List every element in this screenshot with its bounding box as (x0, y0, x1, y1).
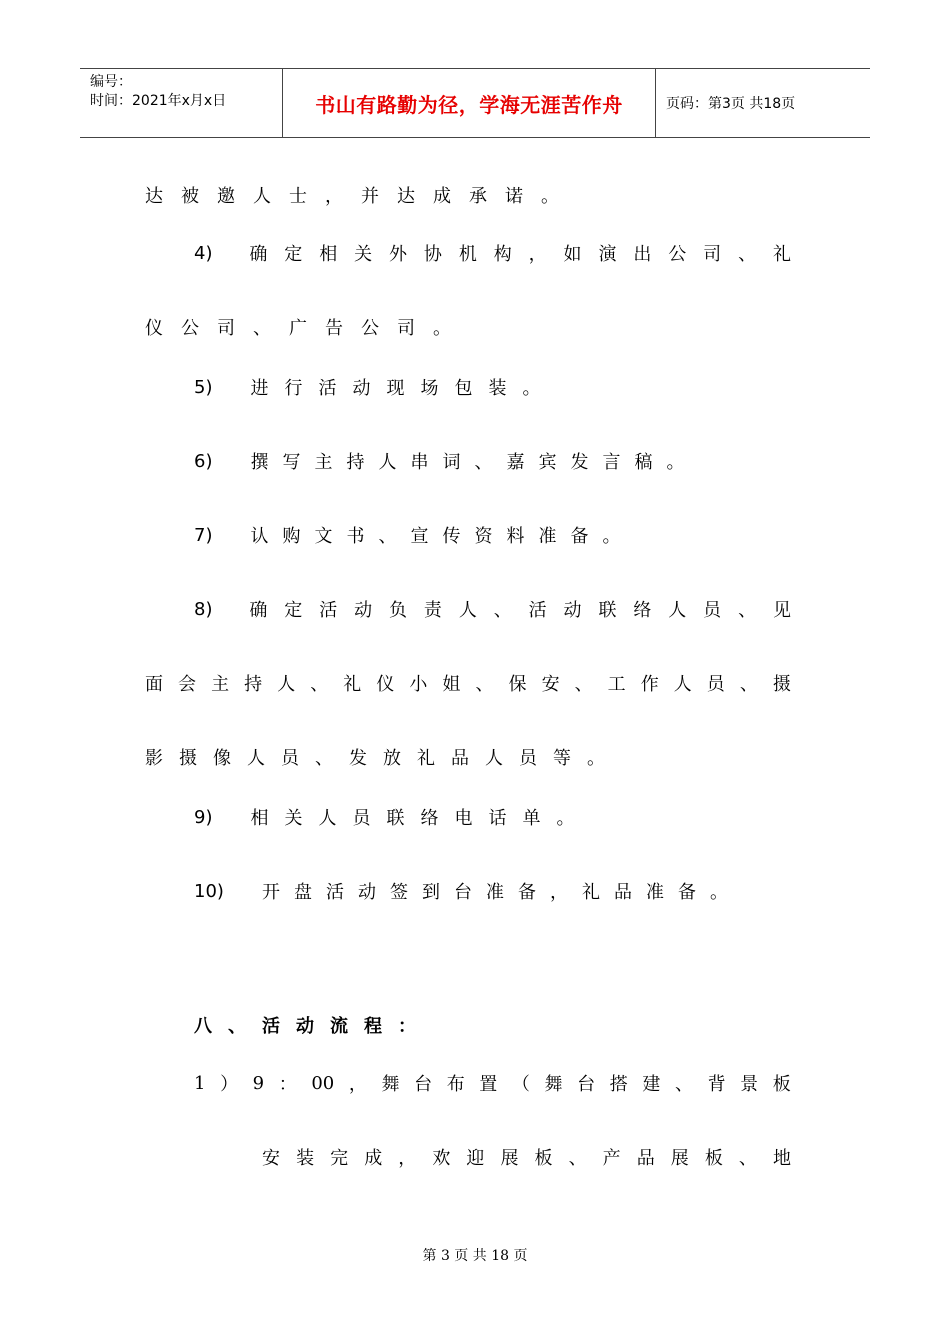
text-char: 活 (262, 1016, 280, 1037)
text-char: 传 (442, 526, 461, 547)
text-char: 持 (346, 452, 365, 473)
text-char: 板 (534, 1148, 553, 1169)
text-char: 员 (352, 808, 371, 829)
text-char: 摄 (772, 674, 791, 695)
text-char: 进 (250, 378, 269, 399)
text-char: 舞 (544, 1074, 563, 1095)
text-char: 板 (772, 1074, 791, 1095)
text-char: ： (398, 1016, 416, 1037)
text-char: 安 (262, 1148, 280, 1169)
text-char: 相 (319, 244, 338, 265)
text-char: 司 (217, 318, 235, 339)
text-line (194, 802, 791, 832)
text-char: 动 (357, 882, 376, 903)
text-char: 包 (454, 378, 473, 399)
text-char: 、 (378, 526, 397, 547)
text-char: 公 (668, 244, 687, 265)
text-char: 展 (670, 1148, 689, 1169)
text-char: 产 (602, 1148, 621, 1169)
text-char: 7) (194, 524, 213, 546)
text-char: 、 (475, 674, 494, 695)
text-char: 、 (493, 600, 512, 621)
text-char: ： (278, 1074, 297, 1095)
text-char: 。 (541, 186, 559, 207)
text-char: 广 (289, 318, 307, 339)
text-char: 6) (194, 450, 213, 472)
text-char: 、 (568, 1148, 587, 1169)
text-char: 、 (228, 1016, 246, 1037)
text-char: 备 (517, 882, 536, 903)
text-char: 安 (541, 674, 560, 695)
text-char: ， (398, 1148, 417, 1169)
text-char: 员 (281, 748, 299, 769)
text-char: 准 (485, 882, 504, 903)
text-char: 告 (325, 318, 343, 339)
text-char: 人 (247, 748, 265, 769)
text-char: ， (348, 1074, 367, 1095)
text-char: 人 (277, 674, 296, 695)
text-char: 稿 (634, 452, 653, 473)
text-char: 演 (598, 244, 617, 265)
text-char: 员 (706, 674, 725, 695)
text-char: 姐 (442, 674, 461, 695)
text-char: 。 (666, 452, 685, 473)
text-char: 关 (284, 808, 303, 829)
text-char: 人 (253, 186, 271, 207)
text-char: 人 (458, 600, 477, 621)
text-char: 4) (194, 242, 213, 264)
text-char: 司 (397, 318, 415, 339)
text-char: 并 (361, 186, 379, 207)
text-char: 、 (253, 318, 271, 339)
text-char: 板 (704, 1148, 723, 1169)
text-char: 络 (420, 808, 439, 829)
page-footer: 第 3 页 共 18 页 (422, 1248, 528, 1264)
text-char: 资 (474, 526, 493, 547)
text-char: 台 (414, 1074, 433, 1095)
page-header (80, 68, 870, 138)
text-char: 达 (397, 186, 415, 207)
text-char: 成 (364, 1148, 383, 1169)
text-char: 品 (451, 748, 469, 769)
header-motto: 书山有路勤为径，学海无涯苦作舟 (315, 92, 623, 117)
text-char: 相 (250, 808, 269, 829)
text-char: 准 (645, 882, 664, 903)
text-char: 员 (703, 600, 722, 621)
text-char: 持 (244, 674, 263, 695)
text-char: 迎 (466, 1148, 485, 1169)
text-char: 。 (522, 378, 541, 399)
text-char: 。 (556, 808, 575, 829)
text-char: 人 (668, 600, 687, 621)
text-char: 责 (423, 600, 442, 621)
text-char: 联 (598, 600, 617, 621)
text-char: 装 (488, 378, 507, 399)
text-char: ， (549, 882, 568, 903)
text-char: 负 (389, 600, 408, 621)
text-char: 5) (194, 376, 213, 398)
text-char: 邀 (217, 186, 235, 207)
header-meta (80, 69, 282, 137)
header-page-cell (656, 69, 870, 137)
text-char: 动 (352, 378, 371, 399)
text-char: 主 (314, 452, 333, 473)
text-char: 搭 (609, 1074, 628, 1095)
text-char: 构 (493, 244, 512, 265)
text-char: 品 (636, 1148, 655, 1169)
text-char: 外 (389, 244, 408, 265)
text-char: 络 (633, 600, 652, 621)
text-char: 认 (250, 526, 269, 547)
text-char: 诺 (505, 186, 523, 207)
text-char: 、 (315, 748, 333, 769)
text-char: 会 (178, 674, 197, 695)
text-char: 地 (772, 1148, 791, 1169)
text-line (194, 594, 791, 624)
text-line (145, 668, 791, 698)
text-line (145, 312, 791, 342)
text-char: 、 (310, 674, 329, 695)
header-page-number: 页码：第3页 共18页 (666, 96, 796, 112)
text-char: 宣 (410, 526, 429, 547)
text-char: 。 (602, 526, 621, 547)
text-char: 主 (211, 674, 230, 695)
text-char: 活 (528, 600, 547, 621)
text-char: 见 (772, 600, 791, 621)
text-char: 成 (433, 186, 451, 207)
text-char: 8) (194, 598, 213, 620)
text-char: 完 (330, 1148, 349, 1169)
text-char: 礼 (417, 748, 435, 769)
text-char: 。 (709, 882, 728, 903)
text-char: 定 (284, 244, 303, 265)
text-char: 、 (574, 674, 593, 695)
text-char: 保 (508, 674, 527, 695)
text-char: 流 (330, 1016, 348, 1037)
text-char: 活 (325, 882, 344, 903)
text-line (262, 1142, 791, 1172)
text-char: 台 (453, 882, 472, 903)
text-char: 料 (506, 526, 525, 547)
text-char: 摄 (179, 748, 197, 769)
text-line (194, 1010, 791, 1040)
text-char: 写 (282, 452, 301, 473)
text-line (194, 1068, 791, 1098)
text-char: 工 (607, 674, 626, 695)
text-char: 人 (673, 674, 692, 695)
text-char: 背 (707, 1074, 726, 1095)
text-char: 。 (587, 748, 605, 769)
text-char: 礼 (343, 674, 362, 695)
text-char: 、 (738, 244, 757, 265)
text-char: 八 (194, 1016, 212, 1037)
text-char: 布 (446, 1074, 465, 1095)
text-char: 、 (738, 600, 757, 621)
text-char: 等 (553, 748, 571, 769)
text-char: 现 (386, 378, 405, 399)
text-char: 士 (289, 186, 307, 207)
text-char: 被 (181, 186, 199, 207)
text-line (194, 876, 791, 906)
text-char: 机 (458, 244, 477, 265)
text-char: 礼 (772, 244, 791, 265)
text-char: 司 (703, 244, 722, 265)
text-line (194, 238, 791, 268)
text-char: 9 (252, 1072, 265, 1094)
text-char: 品 (613, 882, 632, 903)
document-number-label: 编号： (90, 74, 132, 90)
text-char: 景 (740, 1074, 759, 1095)
text-char: 1 (194, 1072, 206, 1094)
text-char: （ (511, 1074, 530, 1095)
text-char: 9) (194, 806, 213, 828)
text-char: 嘉 (506, 452, 525, 473)
text-char: 达 (145, 186, 163, 207)
text-char: 承 (469, 186, 487, 207)
text-line (194, 520, 791, 550)
text-char: 小 (409, 674, 428, 695)
text-char: 仪 (145, 318, 163, 339)
text-char: 确 (249, 244, 268, 265)
text-char: 盘 (293, 882, 312, 903)
text-char: 书 (346, 526, 365, 547)
text-line (194, 372, 791, 402)
text-char: 场 (420, 378, 439, 399)
text-char: 、 (674, 1074, 693, 1095)
text-char: 到 (421, 882, 440, 903)
text-char: 、 (474, 452, 493, 473)
text-char: 仪 (376, 674, 395, 695)
text-char: 出 (633, 244, 652, 265)
text-char: 如 (563, 244, 582, 265)
text-char: 动 (563, 600, 582, 621)
text-char: ， (528, 244, 547, 265)
text-char: 文 (314, 526, 333, 547)
text-char: 电 (454, 808, 473, 829)
text-char: 。 (433, 318, 451, 339)
text-char: 员 (519, 748, 537, 769)
text-char: 公 (361, 318, 379, 339)
text-char: 串 (410, 452, 429, 473)
text-char: 礼 (581, 882, 600, 903)
text-char: 开 (261, 882, 280, 903)
text-char: 准 (538, 526, 557, 547)
text-char: 备 (570, 526, 589, 547)
text-char: 、 (738, 1148, 757, 1169)
text-char: 活 (319, 600, 338, 621)
text-char: 动 (354, 600, 373, 621)
text-char: 人 (318, 808, 337, 829)
text-char: 言 (602, 452, 621, 473)
text-char: 话 (488, 808, 507, 829)
text-char: ， (325, 186, 343, 207)
text-char: 舞 (381, 1074, 400, 1095)
text-char: 词 (442, 452, 461, 473)
text-char: 建 (642, 1074, 661, 1095)
text-char: 影 (145, 748, 163, 769)
text-char: 公 (181, 318, 199, 339)
text-char: 像 (213, 748, 231, 769)
text-char: 程 (364, 1016, 382, 1037)
text-char: 撰 (250, 452, 269, 473)
document-date-label: 时间：2021年x月x日 (90, 93, 227, 109)
text-char: 购 (282, 526, 301, 547)
header-motto-cell (282, 69, 656, 137)
text-char: 人 (378, 452, 397, 473)
text-char: 欢 (432, 1148, 451, 1169)
text-char: 10) (194, 880, 224, 902)
text-char: 签 (389, 882, 408, 903)
text-char: 关 (354, 244, 373, 265)
text-char: 发 (570, 452, 589, 473)
text-char: 单 (522, 808, 541, 829)
text-char: 面 (145, 674, 163, 695)
text-char: 人 (485, 748, 503, 769)
text-char: 展 (500, 1148, 519, 1169)
text-char: 发 (349, 748, 367, 769)
text-char: 活 (318, 378, 337, 399)
text-char: 台 (577, 1074, 596, 1095)
text-char: 作 (640, 674, 659, 695)
text-char: 备 (677, 882, 696, 903)
text-char: ） (220, 1074, 239, 1095)
text-char: 置 (479, 1074, 498, 1095)
text-char: 确 (249, 600, 268, 621)
text-char: 联 (386, 808, 405, 829)
text-char: 、 (739, 674, 758, 695)
text-char: 协 (423, 244, 442, 265)
text-char: 00 (311, 1072, 335, 1094)
text-line (145, 180, 791, 210)
text-char: 动 (296, 1016, 314, 1037)
text-line (145, 742, 791, 772)
text-line (194, 446, 791, 476)
text-char: 行 (284, 378, 303, 399)
text-char: 定 (284, 600, 303, 621)
text-char: 宾 (538, 452, 557, 473)
text-char: 装 (296, 1148, 315, 1169)
text-char: 放 (383, 748, 401, 769)
